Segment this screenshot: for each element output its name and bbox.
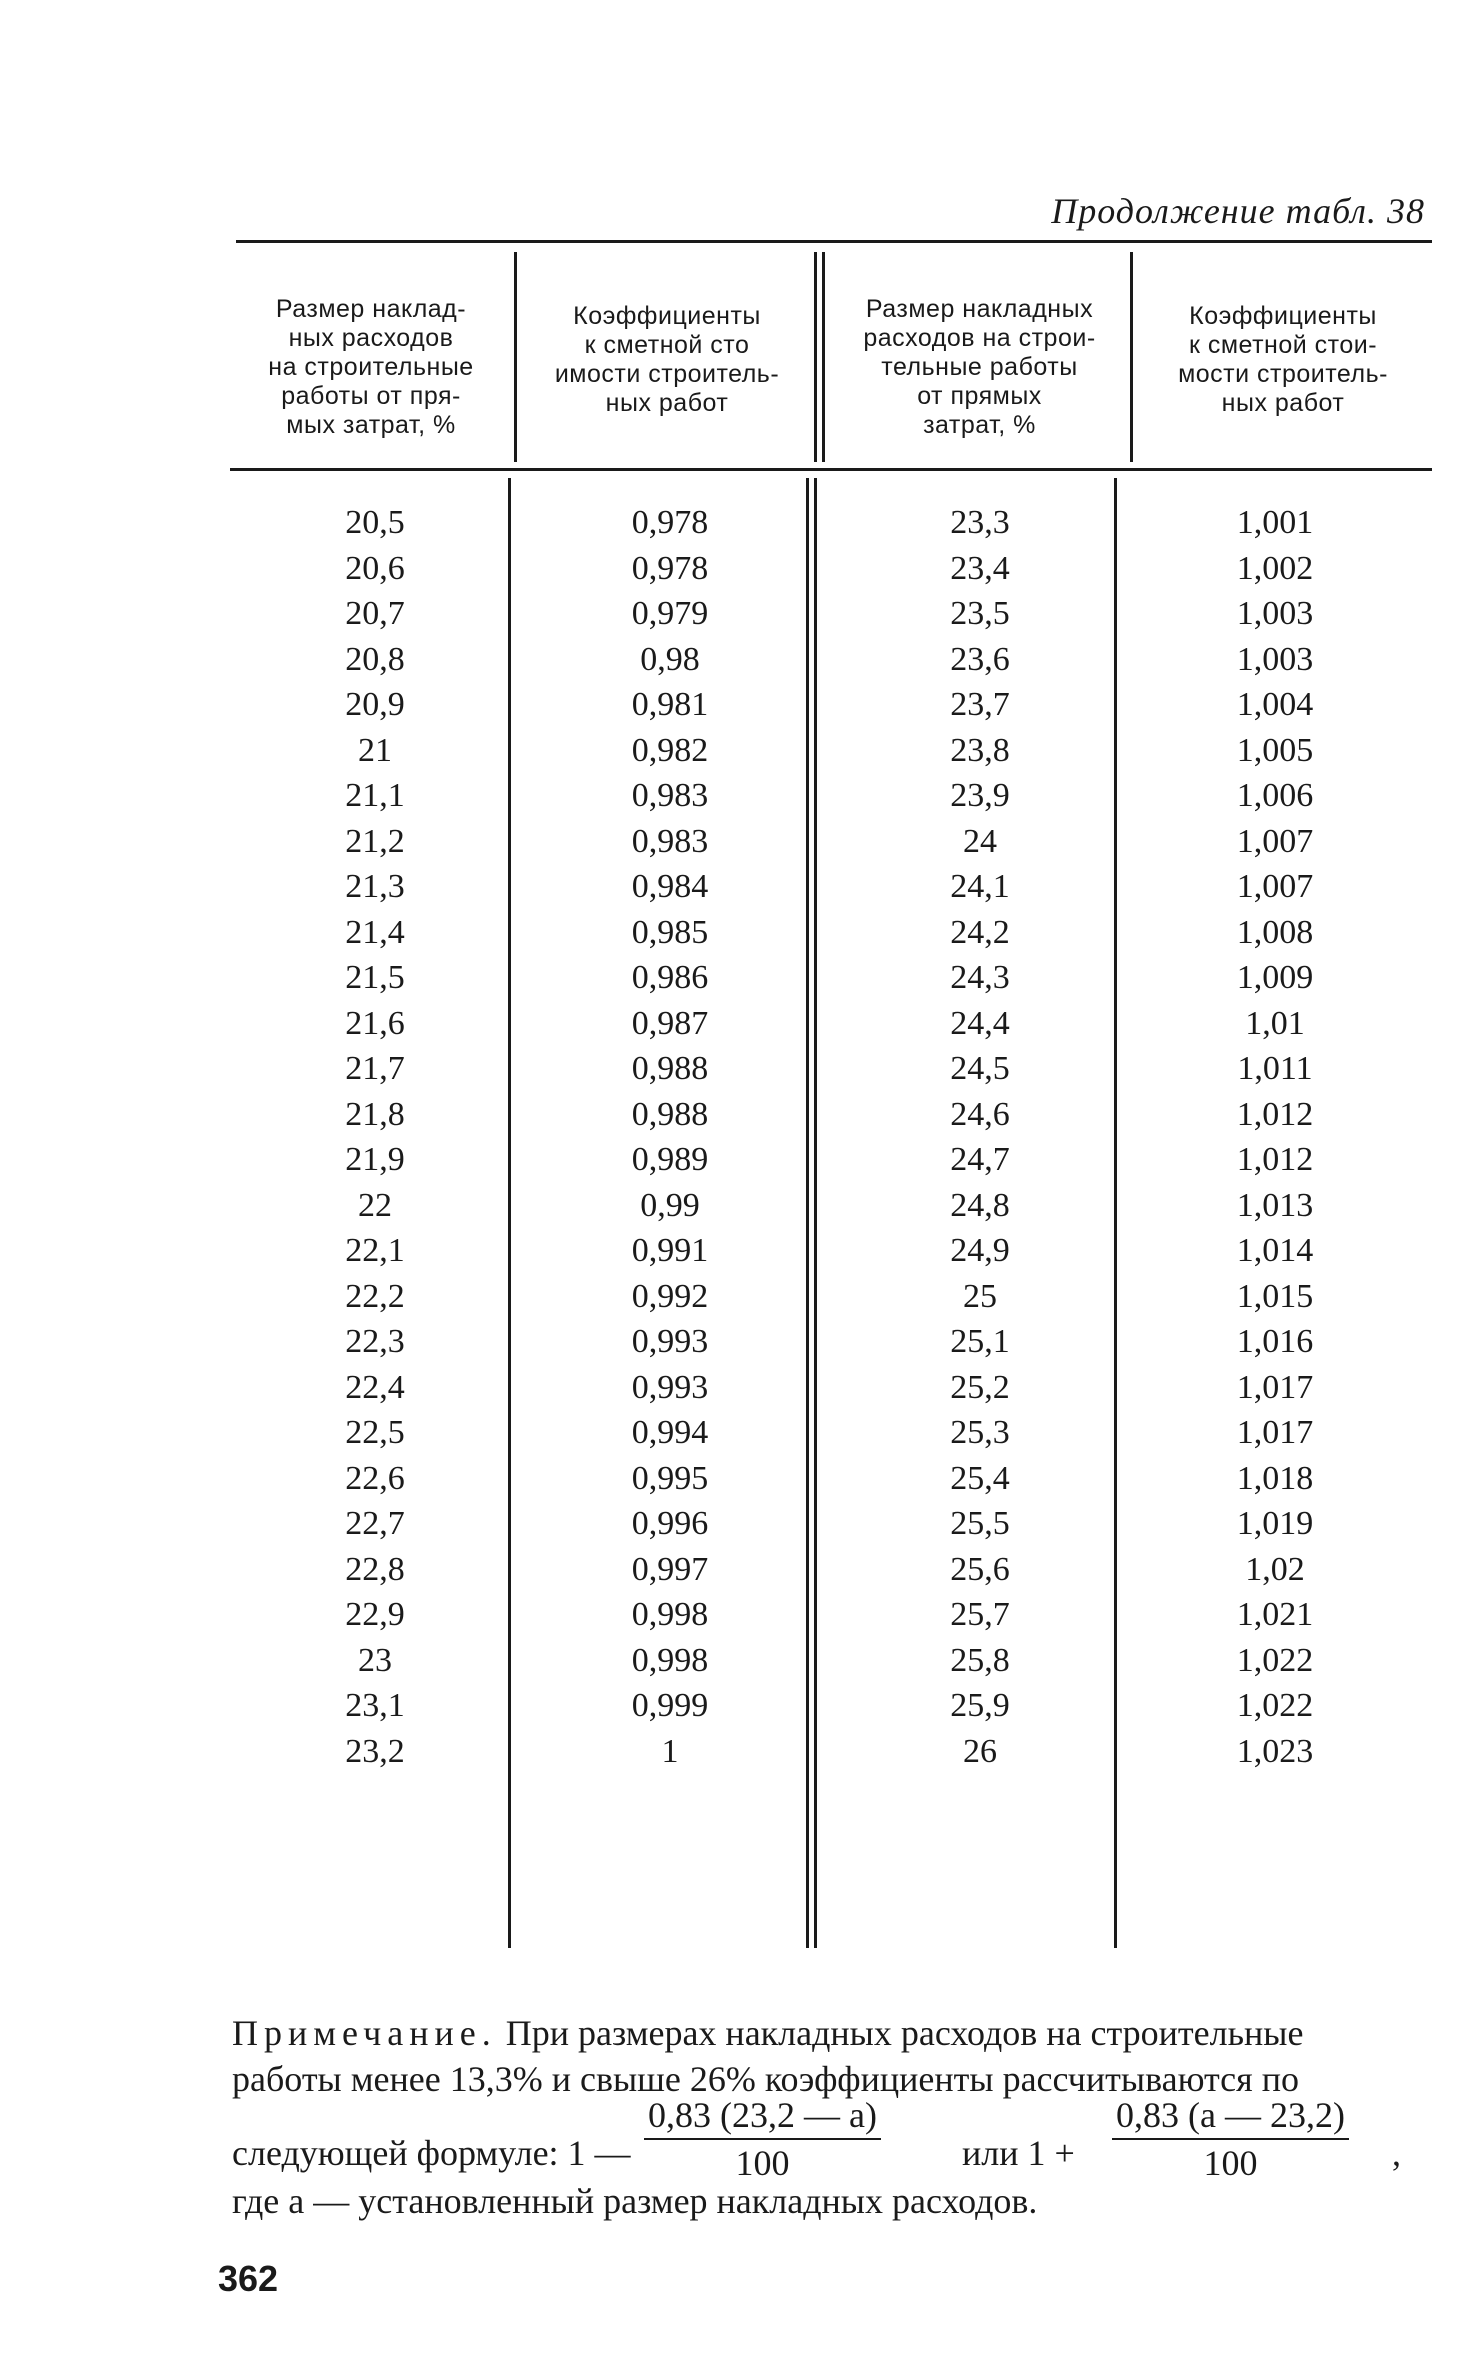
column-divider-double-a-body [806, 478, 809, 1948]
table-cell: 25,4 [950, 1459, 1010, 1497]
note-text: При размерах накладных расходов на строительные работы менее 13,3% и свыше 26% коэффициенты рассчитываются по [232, 2013, 1304, 2099]
fraction-2-numerator: 0,83 (a — 23,2) [1112, 2094, 1349, 2140]
table-cell: 22,2 [345, 1277, 405, 1315]
table-cell: 21 [358, 731, 392, 769]
table-cell: 1,019 [1236, 1505, 1314, 1542]
table-cell: 23,1 [345, 1687, 405, 1724]
table-cell: 0,993 [631, 1323, 709, 1360]
table-cell: 21,7 [345, 1050, 405, 1087]
note-title: Примечание. [232, 2013, 497, 2053]
table-cell: 1 [661, 1732, 679, 1770]
formula-or: или 1 + [962, 2133, 1075, 2173]
fraction-2-denominator: 100 [1203, 2143, 1258, 2183]
table-cell: 25,5 [950, 1505, 1010, 1542]
table-cell: 0,985 [631, 913, 709, 951]
table-caption: Продолжение табл. 38 [1051, 191, 1425, 231]
table-cell: 25,8 [950, 1641, 1010, 1679]
page-number: 362 [218, 2258, 279, 2299]
table-cell: 1,022 [1236, 1641, 1314, 1679]
table-cell: 0,99 [640, 1186, 700, 1224]
table-cell: 22 [358, 1186, 392, 1224]
table-cell: 0,992 [631, 1277, 709, 1315]
column-divider-1 [514, 252, 517, 462]
table-cell: 24,4 [950, 1004, 1010, 1042]
table-cell: 1,016 [1236, 1323, 1314, 1360]
column-coefficient-1 [570, 500, 770, 1774]
table-cell: 21,8 [345, 1095, 405, 1133]
table-cell: 24,6 [950, 1095, 1010, 1133]
table-cell: 1,012 [1236, 1141, 1314, 1178]
column-overhead-size-2 [880, 500, 1080, 1774]
table-cell: 1,018 [1236, 1459, 1314, 1497]
table-cell: 21,1 [345, 777, 405, 814]
table-cell: 1,023 [1236, 1732, 1314, 1770]
table-cell: 1,004 [1236, 686, 1314, 723]
table-cell: 22,3 [345, 1323, 405, 1360]
table-cell: 0,983 [631, 777, 709, 814]
table-cell: 24,7 [950, 1141, 1010, 1178]
table-cell: 26 [963, 1732, 997, 1770]
table-cell: 23,8 [950, 731, 1010, 769]
table-cell: 21,6 [345, 1004, 405, 1042]
table-cell: 25,7 [950, 1596, 1010, 1633]
table-cell: 1,017 [1236, 1414, 1314, 1451]
table-cell: 22,4 [345, 1368, 405, 1406]
table-cell: 24,3 [950, 959, 1010, 996]
table-cell: 0,994 [631, 1414, 709, 1451]
header-coefficient-1: Коэффициенты к сметной сто имости строитель- ных работ [554, 302, 780, 417]
table-cell: 23,4 [950, 549, 1010, 587]
column-divider-1-body [508, 478, 511, 1948]
table-cell: 0,991 [631, 1232, 709, 1269]
note-last-line: где a — установленный размер накладных расходов. [232, 2181, 1038, 2221]
table-cell: 1,013 [1236, 1186, 1314, 1224]
table-cell: 1,003 [1236, 595, 1314, 632]
table-cell: 22,5 [345, 1414, 405, 1451]
table-cell: 23 [358, 1641, 392, 1679]
table-cell: 1,021 [1236, 1596, 1314, 1633]
table-cell: 0,981 [631, 686, 709, 723]
fraction-1-denominator: 100 [735, 2143, 790, 2183]
table-cell: 1,003 [1236, 640, 1314, 678]
table-header-rule [230, 468, 1432, 471]
table-cell: 23,5 [950, 595, 1010, 632]
column-divider-double-b-body [814, 478, 817, 1948]
table-cell: 0,986 [631, 959, 709, 996]
table-cell: 25,1 [950, 1323, 1010, 1360]
table-cell: 22,7 [345, 1505, 405, 1542]
table-cell: 20,7 [345, 595, 405, 632]
fraction-1-numerator: 0,83 (23,2 — a) [644, 2094, 881, 2140]
table-cell: 0,989 [631, 1141, 709, 1178]
table-cell: 22,6 [345, 1459, 405, 1497]
table-cell: 1,01 [1245, 1004, 1305, 1042]
table-cell: 22,9 [345, 1596, 405, 1633]
table-cell: 25,6 [950, 1550, 1010, 1588]
table-cell: 23,2 [345, 1732, 405, 1770]
table-cell: 1,002 [1236, 549, 1314, 587]
table-cell: 0,982 [631, 731, 709, 769]
table-cell: 0,997 [631, 1550, 709, 1588]
table-cell: 22,1 [345, 1232, 405, 1269]
formula-prefix: следующей формуле: 1 — [232, 2133, 631, 2173]
table-cell: 0,984 [631, 868, 709, 905]
formula-fraction-2 [1112, 2094, 1349, 2184]
table-cell: 0,98 [640, 640, 700, 678]
table-cell: 24,9 [950, 1232, 1010, 1269]
note-paragraph [232, 2010, 1412, 2102]
table-cell: 0,988 [631, 1050, 709, 1087]
table-cell: 21,2 [345, 822, 405, 860]
table-cell: 1,02 [1245, 1550, 1305, 1588]
column-divider-double-b [822, 252, 825, 462]
table-cell: 22,8 [345, 1550, 405, 1588]
table-cell: 0,996 [631, 1505, 709, 1542]
table-cell: 0,999 [631, 1687, 709, 1724]
table-cell: 20,6 [345, 549, 405, 587]
table-cell: 0,998 [631, 1641, 709, 1679]
table-cell: 24 [963, 822, 997, 860]
table-cell: 0,998 [631, 1596, 709, 1633]
table-cell: 0,978 [631, 504, 709, 541]
table-cell: 23,9 [950, 777, 1010, 814]
header-coefficient-2: Коэффициенты к сметной стои- мости строитель- ных работ [1178, 302, 1388, 417]
table-cell: 1,022 [1236, 1687, 1314, 1724]
table-cell: 0,995 [631, 1459, 709, 1497]
table-cell: 21,5 [345, 959, 405, 996]
table-cell: 25,2 [950, 1368, 1010, 1406]
table-cell: 24,8 [950, 1186, 1010, 1224]
table-cell: 21,4 [345, 913, 405, 951]
header-overhead-size-2: Размер накладных расходов на строи- тельные работы от прямых затрат, % [863, 295, 1096, 439]
table-cell: 0,987 [631, 1004, 709, 1042]
table-cell: 23,7 [950, 686, 1010, 723]
column-divider-double-a [814, 252, 817, 462]
table-cell: 1,005 [1236, 731, 1314, 769]
table-cell: 1,006 [1236, 777, 1314, 814]
table-cell: 1,012 [1236, 1095, 1314, 1133]
column-coefficient-2 [1170, 500, 1380, 1774]
table-cell: 25,9 [950, 1687, 1010, 1724]
table-cell: 25 [963, 1277, 997, 1315]
table-cell: 21,3 [345, 868, 405, 905]
column-overhead-size-1 [290, 500, 460, 1774]
formula-line [232, 2095, 1412, 2190]
table-cell: 1,009 [1236, 959, 1314, 996]
table-cell: 0,979 [631, 595, 709, 632]
table-cell: 23,6 [950, 640, 1010, 678]
formula-comma: , [1392, 2133, 1401, 2173]
table-cell: 20,5 [345, 504, 405, 541]
table-cell: 1,011 [1237, 1050, 1313, 1087]
table-cell: 1,008 [1236, 913, 1314, 951]
table-cell: 23,3 [950, 504, 1010, 541]
table-cell: 24,5 [950, 1050, 1010, 1087]
header-overhead-size-1: Размер наклад- ных расходов на строительные работы от пря- мых затрат, % [268, 295, 474, 439]
table-cell: 20,8 [345, 640, 405, 678]
table-cell: 1,007 [1236, 822, 1314, 860]
table-cell: 1,015 [1236, 1277, 1314, 1315]
table-cell: 24,2 [950, 913, 1010, 951]
column-divider-3-body [1114, 478, 1117, 1948]
column-divider-3 [1130, 252, 1133, 462]
table-cell: 0,978 [631, 549, 709, 587]
formula-fraction-1 [644, 2094, 881, 2184]
table-cell: 25,3 [950, 1414, 1010, 1451]
table-cell: 1,014 [1236, 1232, 1314, 1269]
table-top-rule [236, 240, 1432, 243]
table-cell: 0,988 [631, 1095, 709, 1133]
table-cell: 24,1 [950, 868, 1010, 905]
table-cell: 0,983 [631, 822, 709, 860]
table-cell: 1,017 [1236, 1368, 1314, 1406]
table-cell: 1,001 [1236, 504, 1314, 541]
table-cell: 1,007 [1236, 868, 1314, 905]
table-cell: 0,993 [631, 1368, 709, 1406]
table-cell: 20,9 [345, 686, 405, 723]
table-cell: 21,9 [345, 1141, 405, 1178]
